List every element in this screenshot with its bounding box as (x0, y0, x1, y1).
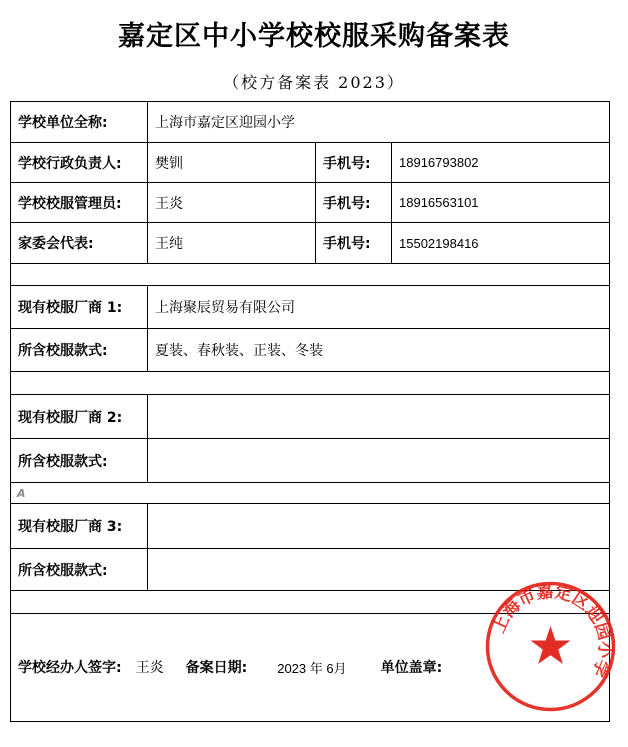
manager-label: 学校校服管理员: (18, 195, 122, 212)
supplier2-styles-value[interactable] (147, 439, 609, 482)
supplier3-styles-value[interactable] (147, 549, 609, 590)
supplier3-styles-label: 所含校服款式: (18, 562, 108, 579)
supplier3-styles-row (11, 549, 609, 591)
supplier1-styles-label: 所含校服款式: (18, 343, 108, 359)
signature-row (11, 614, 609, 721)
spacer-row (11, 264, 609, 286)
admin-phone-value[interactable]: 18916793802 (391, 143, 609, 182)
date-value[interactable]: 2023 年 6月 (277, 660, 347, 676)
spacer-row (11, 591, 609, 614)
admin-value[interactable]: 樊钏 (147, 143, 315, 182)
supplier2-label: 现有校服厂商 2: (18, 409, 123, 426)
supplier2-row (11, 395, 609, 439)
date-label: 备案日期: (185, 660, 248, 676)
parent-row (11, 223, 609, 264)
seal-text: 上海市嘉定区迎园小学 (488, 581, 615, 680)
spacer-mark: A (17, 486, 26, 500)
supplier2-value[interactable] (147, 395, 609, 438)
parent-label: 家委会代表: (18, 236, 94, 252)
form-subtitle: （校方备案表 2023） (223, 73, 405, 92)
supplier2-styles-label: 所含校服款式: (18, 453, 108, 470)
supplier1-row (11, 286, 609, 329)
supplier1-styles-row (11, 329, 609, 372)
supplier1-label: 现有校服厂商 1: (18, 300, 123, 316)
registration-form (10, 101, 610, 722)
spacer-row (11, 483, 609, 504)
manager-phone-label: 手机号: (315, 183, 391, 222)
form-title: 嘉定区中小学校校服采购备案表 (118, 21, 510, 52)
spacer-row (11, 372, 609, 395)
parent-value[interactable]: 王纯 (147, 223, 315, 263)
manager-phone-value[interactable]: 18916563101 (391, 183, 609, 222)
supplier3-row (11, 504, 609, 549)
parent-phone-value[interactable]: 15502198416 (391, 223, 609, 263)
school-value[interactable]: 上海市嘉定区迎园小学 (147, 102, 609, 142)
admin-label: 学校行政负责人: (18, 155, 122, 172)
handler-label: 学校经办人签字: (18, 660, 122, 676)
supplier3-label: 现有校服厂商 3: (18, 519, 123, 535)
admin-phone-label: 手机号: (315, 143, 391, 182)
admin-row (11, 143, 609, 183)
handler-signature[interactable]: 王炎 (135, 660, 164, 676)
supplier1-styles-value[interactable]: 夏装、春秋装、正装、冬装 (147, 329, 609, 371)
supplier3-value[interactable] (147, 504, 609, 548)
school-row (11, 102, 609, 143)
supplier1-value[interactable]: 上海聚辰贸易有限公司 (147, 286, 609, 328)
parent-phone-label: 手机号: (315, 223, 391, 263)
manager-row (11, 183, 609, 223)
school-label: 学校单位全称: (18, 115, 108, 131)
supplier2-styles-row (11, 439, 609, 483)
manager-value[interactable]: 王炎 (147, 183, 315, 222)
seal-label: 单位盖章: (380, 660, 443, 676)
